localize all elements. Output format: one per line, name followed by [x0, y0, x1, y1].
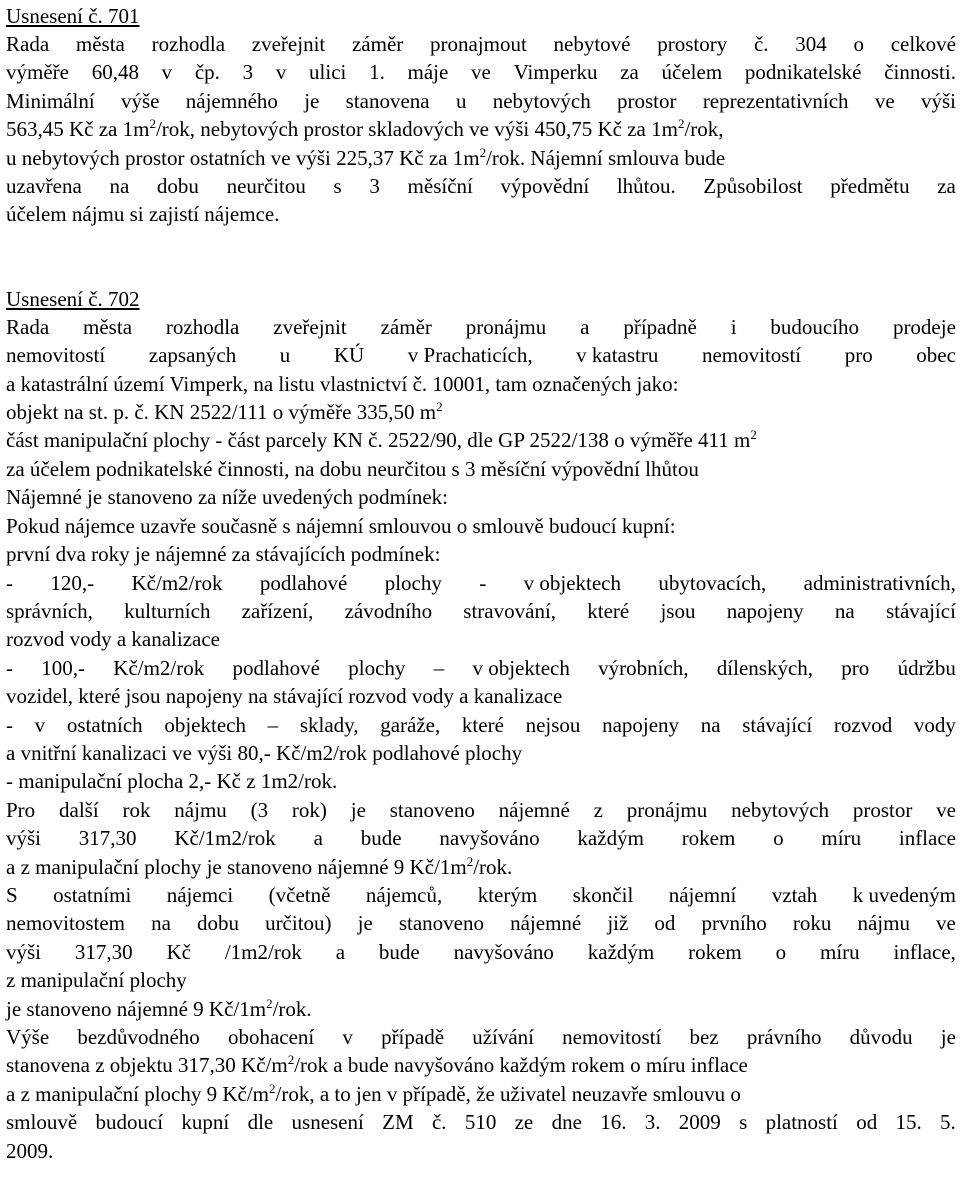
word: navyšováno: [439, 826, 540, 851]
word: dílenských,: [716, 655, 814, 680]
word: bude: [360, 826, 402, 851]
text-line: [6, 1051, 956, 1079]
word: plochy: [384, 570, 442, 595]
word: bez: [689, 1025, 719, 1049]
word: závodního: [344, 598, 433, 623]
superscript: 2: [149, 116, 156, 132]
text-fragment: /rok, a to jen v případě, že uživatel neuzavře smlouvu o: [275, 1081, 741, 1106]
word: výrobních,: [598, 655, 689, 680]
word: o: [773, 826, 784, 851]
word: záměr: [380, 314, 432, 339]
word: účelem: [661, 60, 723, 85]
word: ostatními: [53, 882, 132, 907]
word: Rada: [6, 32, 50, 56]
word: Výše: [6, 1025, 50, 1049]
text-line: [6, 426, 956, 454]
word: –: [267, 712, 279, 737]
text-fragment: /rok.: [473, 854, 513, 879]
word: na: [700, 712, 721, 737]
word: na: [834, 598, 855, 623]
text-line: [6, 938, 956, 966]
word: inflace: [898, 826, 956, 851]
text-line: [6, 796, 956, 824]
word: o: [853, 32, 864, 56]
word: 5.: [940, 1110, 956, 1135]
text-fragment: a z manipulační plochy 9 Kč/m: [6, 1081, 270, 1106]
text-line: 2009.: [6, 1138, 54, 1163]
word: pro: [841, 655, 870, 680]
text-fragment: /rok. Nájemní smlouva bude: [486, 145, 726, 170]
text-line: Pokud nájemce uzavře současně s nájemní smlouvou o smlouvě budoucí kupní:: [6, 513, 676, 538]
word: stávající: [885, 598, 956, 623]
word: nájmu: [174, 797, 227, 822]
superscript: 2: [466, 853, 474, 869]
superscript: 2: [287, 1052, 295, 1068]
text-fragment: /rok.: [272, 996, 312, 1021]
text-line: a vnitřní kanalizaci ve výši 80,- Kč/m2/rok podlahové plochy: [6, 740, 523, 765]
text-line: [6, 853, 956, 881]
word: kupní: [181, 1110, 230, 1135]
text-line: [6, 398, 956, 426]
word: 60,48: [91, 60, 139, 85]
text-line: účelem nájmu si zajistí nájemce.: [6, 202, 280, 227]
word: /1m2/rok: [224, 939, 302, 964]
word: měsíční: [407, 174, 473, 199]
word: Způsobilost: [703, 174, 803, 199]
word: rozhodla: [165, 314, 240, 339]
text-fragment: /rok a bude navyšováno každým rokem o míru inflace: [294, 1053, 748, 1078]
word: na: [109, 174, 130, 199]
word: každým: [587, 939, 655, 964]
word: 1.: [369, 60, 385, 85]
word: záměr: [351, 32, 404, 56]
word: ostatních: [66, 712, 143, 737]
resolution-702: [6, 285, 956, 1165]
word: ze: [514, 1110, 534, 1135]
word: 3: [242, 60, 254, 85]
word: 317,30: [78, 826, 137, 851]
text-line: a katastrální území Vimperk, na listu vlastnictví č. 10001, tam označených jako:: [6, 371, 679, 396]
word: stanoveno: [398, 911, 485, 936]
text-line: [6, 597, 956, 625]
word: napojeny: [726, 598, 804, 623]
word: za: [937, 174, 956, 199]
word: Kč/m2/rok: [113, 655, 205, 680]
word: a: [335, 939, 346, 964]
word: prodeje: [892, 314, 956, 339]
word: nebytových: [492, 88, 591, 113]
text-line: první dva roky je nájemné za stávajících podmínek:: [6, 542, 441, 567]
text-line: [6, 995, 956, 1023]
text-line: [6, 909, 956, 937]
word: nájemného: [185, 88, 278, 113]
word: je: [357, 911, 373, 936]
text-line: Nájemné je stanoveno za níže uvedených podmínek:: [6, 485, 449, 510]
word: nájemci: [166, 882, 234, 907]
word: nájemné: [498, 797, 570, 822]
superscript: 2: [266, 995, 273, 1011]
word: –: [433, 655, 445, 680]
word: budoucí: [95, 1110, 164, 1135]
word: -: [6, 712, 13, 737]
word: (včetně: [268, 882, 331, 907]
word: obohacení: [227, 1025, 315, 1049]
resolution-701: [6, 2, 956, 229]
word: které: [461, 712, 504, 737]
word: 100,-: [41, 655, 86, 680]
word: užívání: [472, 1025, 535, 1049]
word: zveřejnit: [251, 32, 326, 56]
word: nemovitostí: [562, 1025, 662, 1049]
text-line: [6, 711, 956, 739]
superscript: 2: [677, 116, 685, 132]
text-line: [6, 1080, 956, 1108]
word: Pro: [6, 797, 36, 822]
word: nemovitostí: [6, 343, 106, 368]
superscript: 2: [750, 427, 757, 443]
word: smlouvě: [6, 1110, 78, 1135]
word: s: [333, 174, 342, 199]
word: v objektech: [472, 655, 570, 680]
word: sklady,: [299, 712, 359, 737]
word: v: [34, 712, 46, 737]
word: plochy: [348, 655, 406, 680]
word: výše: [120, 88, 160, 113]
word: určitou): [265, 911, 332, 936]
word: o: [775, 939, 787, 964]
resolution-702-heading: Usnesení č. 702: [6, 286, 140, 311]
text-line: [6, 172, 956, 200]
word: 15.: [895, 1110, 922, 1135]
word: budoucího: [770, 314, 860, 339]
word: každým: [577, 826, 644, 851]
word: výpovědní: [500, 174, 590, 199]
word: nebytových: [731, 797, 830, 822]
word: stanovena: [345, 88, 430, 113]
word: další: [59, 797, 99, 822]
word: s: [739, 1110, 748, 1135]
word: stravování,: [463, 598, 557, 623]
word: 16.: [600, 1110, 627, 1135]
word: navyšováno: [453, 939, 554, 964]
word: údržbu: [897, 655, 956, 680]
word: rok): [291, 797, 327, 822]
word: jsou: [660, 598, 696, 623]
document-page: [0, 2, 960, 1184]
word: od: [856, 1110, 878, 1135]
word: nebytové: [553, 32, 631, 56]
word: od: [654, 911, 676, 936]
text-fragment: a z manipulační plochy je stanoveno nájemné 9 Kč/1m: [6, 854, 467, 879]
word: k uvedeným: [852, 882, 956, 907]
word: stanoveno: [389, 797, 475, 822]
word: dle: [247, 1110, 274, 1135]
word: Kč/1m2/rok: [174, 826, 276, 851]
word: výměře: [6, 60, 69, 85]
word: zařízení,: [241, 598, 314, 623]
word: -: [479, 570, 487, 595]
word: ulici: [309, 60, 347, 85]
word: čp.: [194, 60, 220, 85]
word: již: [607, 911, 629, 936]
text-fragment: u nebytových prostor ostatních ve výši 225,37 Kč za 1m: [6, 145, 480, 170]
word: usnesení: [291, 1110, 364, 1135]
word: za: [620, 60, 639, 85]
word: prostor: [852, 797, 913, 822]
word: podlahové: [259, 570, 348, 595]
word: č.: [753, 32, 769, 56]
superscript: 2: [479, 144, 487, 160]
superscript: 2: [436, 399, 443, 415]
word: Vimperku: [513, 60, 598, 85]
word: Rada: [6, 314, 50, 339]
word: rozvod: [833, 712, 893, 737]
word: kterým: [477, 882, 538, 907]
word: obec: [916, 343, 956, 368]
superscript: 2: [269, 1080, 276, 1096]
word: předmětu: [830, 174, 910, 199]
word: (3: [250, 797, 269, 822]
word: výši: [6, 826, 42, 851]
word: ve: [936, 911, 956, 936]
word: 3.: [644, 1110, 661, 1135]
word: které: [587, 598, 630, 623]
word: ve: [471, 60, 491, 85]
word: prvního: [701, 911, 767, 936]
word: bezdůvodného: [77, 1025, 200, 1049]
word: právního: [746, 1025, 822, 1049]
word: nájemní: [668, 882, 737, 907]
word: Kč: [166, 939, 191, 964]
text-line: [6, 341, 956, 369]
word: 2009: [678, 1110, 721, 1135]
word: u: [279, 343, 291, 368]
word: rokem: [681, 826, 736, 851]
word: neurčitou: [226, 174, 306, 199]
text-line: [6, 313, 956, 341]
word: platností: [765, 1110, 838, 1135]
word: zapsaných: [148, 343, 237, 368]
word: objektech: [164, 712, 246, 737]
word: 120,-: [50, 570, 95, 595]
word: inflace,: [893, 939, 956, 964]
text-line: [6, 30, 956, 58]
text-line: [6, 144, 956, 172]
text-line: z manipulační plochy: [6, 968, 187, 993]
word: nájmu: [857, 911, 910, 936]
word: rozhodla: [151, 32, 226, 56]
word: nejsou: [525, 712, 581, 737]
word: případě: [381, 1025, 445, 1049]
word: Minimální: [6, 88, 95, 113]
word: ZM: [382, 1110, 414, 1135]
text-line: [6, 1023, 956, 1051]
word: celkové: [890, 32, 956, 56]
text-fragment: část manipulační plochy - část parcely KN č. 2522/90, dle GP 2522/138 o výměře 411 m: [6, 428, 751, 453]
text-line: - manipulační plocha 2,- Kč z 1m2/rok.: [6, 769, 338, 794]
resolution-701-heading: Usnesení č. 701: [6, 4, 140, 28]
text-line: rozvod vody a kanalizace: [6, 627, 220, 652]
word: pronajmout: [429, 32, 527, 56]
word: správních,: [6, 598, 93, 623]
word: -: [6, 570, 13, 595]
word: v: [161, 60, 173, 85]
word: uzavřena: [6, 174, 82, 199]
word: podlahové: [232, 655, 321, 680]
word: nemovitostí: [701, 343, 802, 368]
word: u: [455, 88, 467, 113]
word: je: [350, 797, 366, 822]
word: máje: [407, 60, 449, 85]
word: pronájmu: [465, 314, 547, 339]
text-line: za účelem podnikatelské činnosti, na dobu neurčitou s 3 měsíční výpovědní lhůtou: [6, 456, 699, 481]
text-line: [6, 569, 956, 597]
word: rokem: [688, 939, 742, 964]
text-line: [6, 58, 956, 86]
word: pronájmu: [626, 797, 708, 822]
text-fragment: je stanoveno nájemné 9 Kč/1m: [6, 996, 267, 1021]
word: rok: [122, 797, 151, 822]
word: míru: [819, 939, 860, 964]
text-fragment: objekt na st. p. č. KN 2522/111 o výměře 335,50 m: [6, 400, 437, 425]
word: v: [275, 60, 287, 85]
word: reprezentativních: [702, 88, 849, 113]
word: bude: [378, 939, 420, 964]
word: v Prachaticích,: [407, 343, 533, 368]
word: lhůtou.: [616, 174, 676, 199]
word: skončil: [572, 882, 634, 907]
word: výši: [920, 88, 956, 113]
word: ve: [874, 88, 895, 113]
word: 304: [795, 32, 827, 56]
word: prostor: [617, 88, 677, 113]
text-fragment: /rok,: [684, 117, 724, 142]
word: stávající: [742, 712, 813, 737]
word: č.: [431, 1110, 447, 1135]
word: vztah: [771, 882, 818, 907]
word: dne: [551, 1110, 582, 1135]
word: dobu: [196, 911, 239, 936]
word: prostory: [657, 32, 728, 56]
word: KÚ: [333, 343, 365, 368]
word: ubytovacích,: [658, 570, 767, 595]
word: napojeny: [602, 712, 680, 737]
word: výši: [6, 939, 42, 964]
word: v: [342, 1025, 353, 1049]
word: nemovitostem: [6, 911, 125, 936]
word: Kč/m2/rok: [131, 570, 223, 595]
word: a: [580, 314, 590, 339]
word: z: [593, 797, 603, 822]
text-line: vozidel, které jsou napojeny na stávající rozvod vody a kanalizace: [6, 684, 563, 709]
word: důvodu: [849, 1025, 913, 1049]
text-fragment: 563,45 Kč za 1m: [6, 117, 150, 142]
word: je: [940, 1025, 956, 1049]
word: činnosti.: [884, 60, 956, 85]
word: míru: [821, 826, 862, 851]
word: je: [304, 88, 320, 113]
word: v katastru: [576, 343, 659, 368]
text-line: [6, 654, 956, 682]
word: kulturních: [124, 598, 211, 623]
word: případně: [623, 314, 697, 339]
word: vody: [913, 712, 956, 737]
word: nájemné: [510, 911, 582, 936]
word: 317,30: [74, 939, 133, 964]
word: 510: [464, 1110, 497, 1135]
section-gap: [6, 229, 956, 283]
text-line: [6, 881, 956, 909]
word: a: [313, 826, 323, 851]
word: S: [6, 882, 18, 907]
word: v objektech: [523, 570, 622, 595]
word: nájemců,: [365, 882, 443, 907]
word: zveřejnit: [273, 314, 347, 339]
text-line: [6, 87, 956, 115]
word: města: [83, 314, 133, 339]
text-line: [6, 824, 956, 852]
word: administrativních,: [803, 570, 956, 595]
text-line: [6, 115, 956, 143]
word: dobu: [156, 174, 199, 199]
word: i: [730, 314, 737, 339]
word: podnikatelské: [744, 60, 862, 85]
word: garáže,: [380, 712, 441, 737]
word: pro: [844, 343, 873, 368]
word: -: [6, 655, 13, 680]
word: roku: [792, 911, 832, 936]
text-fragment: stanovena z objektu 317,30 Kč/m: [6, 1053, 288, 1078]
text-fragment: /rok, nebytových prostor skladových ve výši 450,75 Kč za 1m: [155, 117, 678, 142]
text-line: [6, 1108, 956, 1136]
word: ve: [936, 797, 956, 822]
word: na: [151, 911, 171, 936]
word: 3: [369, 174, 380, 199]
word: města: [75, 32, 125, 56]
